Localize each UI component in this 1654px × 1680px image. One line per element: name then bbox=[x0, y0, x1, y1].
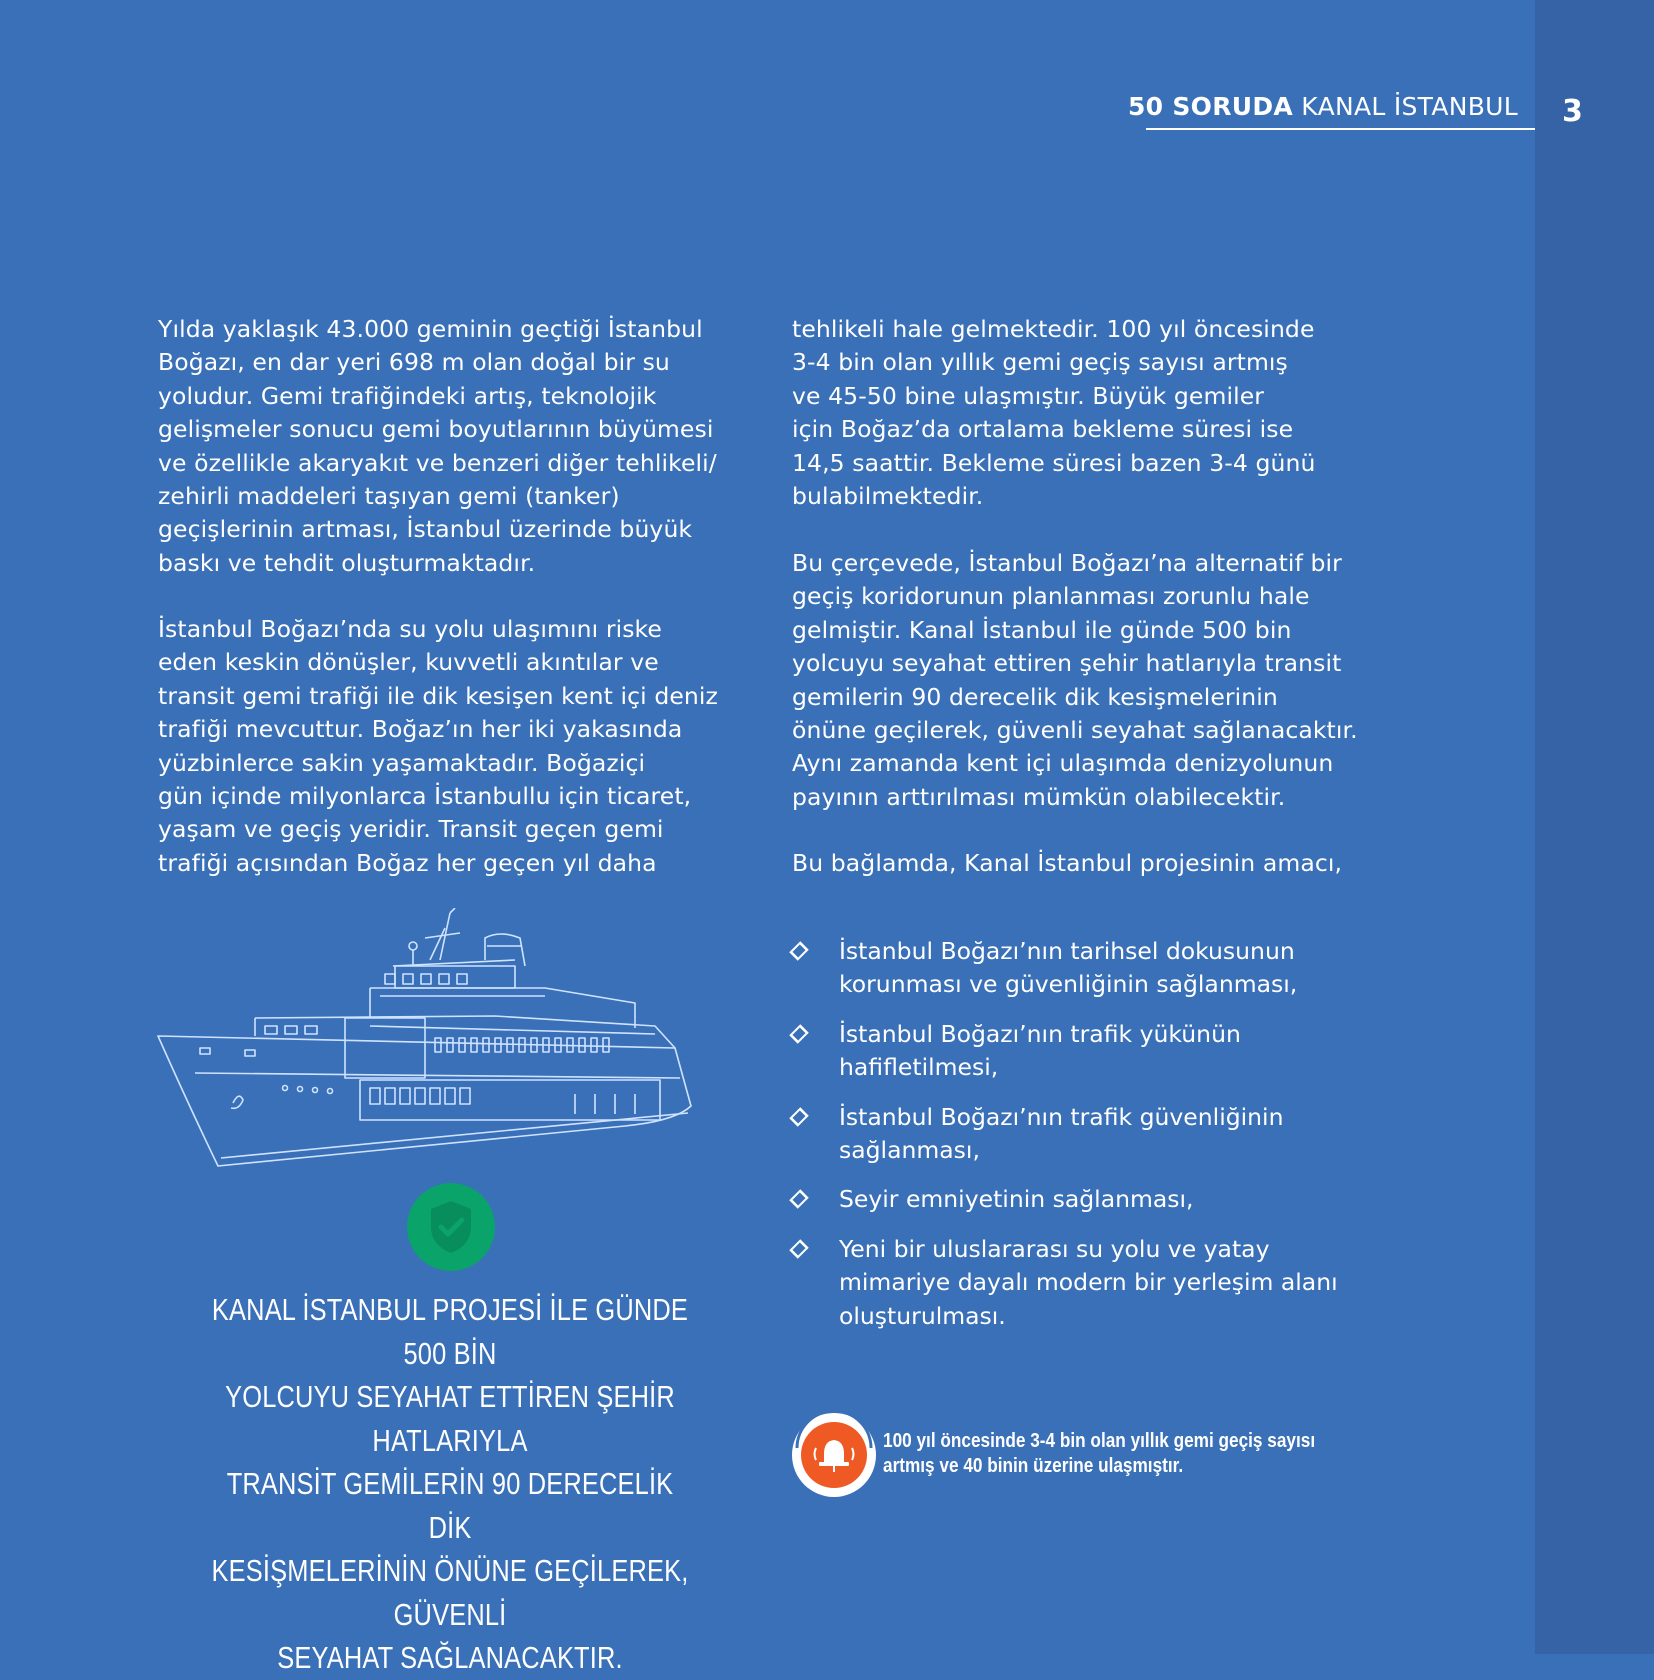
diamond-bullet-icon bbox=[789, 1239, 809, 1259]
list-item-text: İstanbul Boğazı’nın tarihsel dokusunun korunması ve güvenliğinin sağlanması, bbox=[839, 937, 1298, 999]
list-item-text: Yeni bir uluslararası su yolu ve yatay mimariye dayalı modern bir yerleşim alanı oluşturulması. bbox=[839, 1234, 1338, 1330]
left-paragraph-2: İstanbul Boğazı’nda su yolu ulaşımını riske eden keskin dönüşler, kuvvetli akıntılar ve transit gemi trafiği ile dik kesişen kent içi deniz trafiği mevcuttur. Boğaz’ın her iki yakasında yüzbinlerce sakin yaşamaktadır. Boğaziçi gün içinde milyonlarca İstanbullu için ticaret, yaşam ve geçiş yeridir. Transit geçen gemi trafiği açısından Boğaz her geçen yıl daha bbox=[158, 615, 718, 877]
diamond-bullet-icon bbox=[789, 1107, 809, 1127]
page-number: 3 bbox=[1562, 94, 1583, 129]
side-strip bbox=[1535, 0, 1654, 1654]
right-paragraph-1: tehlikeli hale gelmektedir. 100 yıl öncesinde 3-4 bin olan yıllık gemi geçiş sayısı artmış ve 45-50 bine ulaşmıştır. Büyük gemiler için Boğaz’da ortalama bekleme süresi ise 14,5 saattir. Bekleme süresi bazen 3-4 günü bulabilmektedir. bbox=[792, 315, 1316, 511]
alarm-bell-icon bbox=[789, 1410, 879, 1500]
header-title bbox=[1128, 92, 1518, 121]
list-item-text: İstanbul Boğazı’nın trafik güvenliğinin sağlanması, bbox=[839, 1102, 1284, 1165]
diamond-bullet-icon bbox=[789, 1190, 809, 1210]
left-paragraph-1: Yılda yaklaşık 43.000 geminin geçtiği İstanbul Boğazı, en dar yeri 698 m olan doğal bir su yoludur. Gemi trafiğindeki artış, teknolojik gelişmeler sonucu gemi boyutlarının büyümesi ve özellikle akaryakıt ve benzeri diğer tehlikeli/ zehirli maddeleri taşıyan gemi (tanker) geçişlerinin artması, İstanbul üzerinde büyük baskı ve tehdit oluşturmaktadır. bbox=[158, 315, 717, 577]
list-item bbox=[792, 1018, 1392, 1085]
right-paragraph-3: Bu bağlamda, Kanal İstanbul projesinin amacı, bbox=[792, 849, 1343, 877]
shield-check-icon bbox=[407, 1183, 495, 1271]
right-paragraph-2: Bu çerçevede, İstanbul Boğazı’na alternatif bir geçiş koridorunun planlanması zorunlu hale gelmiştir. Kanal İstanbul ile günde 500 bin yolcuyu seyahat ettiren şehir hatlarıyla transit gemilerin 90 derecelik dik kesişmelerinin önüne geçilerek, güvenli seyahat sağlanacaktır. Aynı zamanda kent içi ulaşımda denizyolunun payının arttırılması mümkün olabilecektir. bbox=[792, 549, 1358, 811]
alarm-note: 100 yıl öncesinde 3-4 bin olan yıllık gemi geçiş sayısı artmış ve 40 binin üzerine ulaşmıştır. bbox=[883, 1430, 1316, 1477]
header-title-bold: 50 SORUDA bbox=[1127, 92, 1294, 121]
diamond-bullet-icon bbox=[789, 941, 809, 961]
list-item bbox=[792, 1101, 1392, 1168]
list-item-text: İstanbul Boğazı’nın trafik yükünün hafifletilmesi, bbox=[839, 1019, 1241, 1082]
goals-list bbox=[792, 935, 1392, 1349]
list-item bbox=[792, 1233, 1392, 1333]
list-item bbox=[792, 1183, 1392, 1216]
diamond-bullet-icon bbox=[789, 1024, 809, 1044]
header-title-rest: KANAL İSTANBUL bbox=[1293, 92, 1518, 121]
page-header bbox=[1127, 88, 1535, 130]
list-item bbox=[792, 935, 1392, 1002]
list-item-text: Seyir emniyetinin sağlanması, bbox=[839, 1185, 1194, 1214]
ferry-ship-illustration bbox=[155, 908, 695, 1170]
callout-statement: KANAL İSTANBUL PROJESİ İLE GÜNDE 500 BİN YOLCUYU SEYAHAT ETTİREN ŞEHİR HATLARIYLA TRANSİT GEMİLERİN 90 DERECELİK DİK KESİŞMELERİNİN ÖNÜNE GEÇİLEREK, GÜVENLİ SEYAHAT SAĞLANACAKTIR. bbox=[211, 1292, 689, 1675]
